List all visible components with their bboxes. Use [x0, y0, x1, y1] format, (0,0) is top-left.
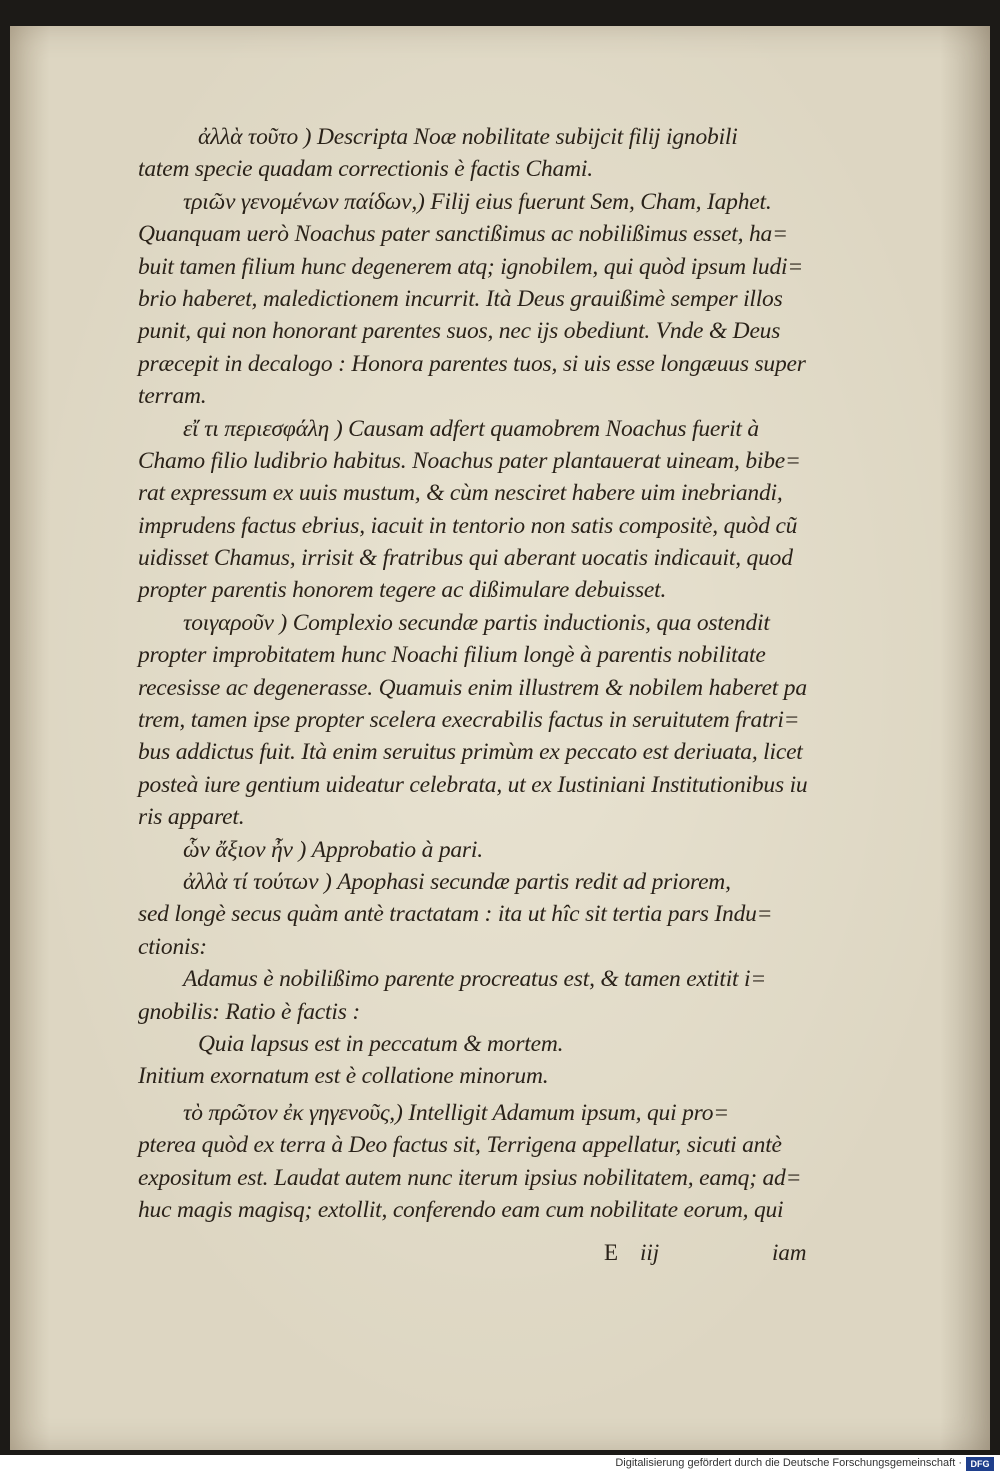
digitization-footer: [0, 1455, 1000, 1474]
text-line: Adamus è nobilißimo parente procreatus est, & tamen extitit i=: [183, 966, 767, 993]
text-line: τριῶν γενομένων παίδων,) Filij eius fuerunt Sem, Cham, Iaphet.: [183, 188, 772, 215]
text-line: τοιγαροῦν ) Complexio secundæ partis inductionis, qua ostendit: [183, 609, 770, 636]
text-line: recesisse ac degenerasse. Quamuis enim illustrem & nobilem haberet pa: [138, 674, 807, 701]
dfg-logo: DFG: [966, 1457, 994, 1471]
text-line: bus addictus fuit. Ità enim seruitus primùm ex peccato est deriuata, licet: [138, 739, 803, 766]
signature-mark: E: [604, 1240, 619, 1265]
text-line: tatem specie quadam correctionis è factis Chami.: [138, 156, 593, 183]
text-line: punit, qui non honorant parentes suos, nec ijs obediunt. Vnde & Deus: [138, 318, 781, 345]
text-line: terram.: [138, 383, 207, 410]
text-line: Quia lapsus est in peccatum & mortem.: [198, 1030, 564, 1057]
text-line: sed longè secus quàm antè tractatam : ita ut hîc sit tertia pars Indu=: [138, 901, 773, 928]
text-line: propter improbitatem hunc Noachi filium longè à parentis nobilitate: [138, 642, 766, 669]
text-line: Initium exornatum est è collatione minorum.: [138, 1063, 549, 1090]
book-page: [10, 26, 990, 1450]
text-line: huc magis magisq; extollit, conferendo eam cum nobilitate eorum, qui: [138, 1196, 784, 1223]
text-line: rat expressum ex uuis mustum, & cùm nesciret habere uim inebriandi,: [138, 480, 783, 507]
catchword: iam: [772, 1240, 807, 1265]
text-line: ctionis:: [138, 933, 207, 960]
text-line: uidisset Chamus, irrisit & fratribus qui aberant uocatis indicauit, quod: [138, 545, 793, 572]
text-line: εἴ τι περιεσφάλη ) Causam adfert quamobrem Noachus fuerit à: [183, 415, 759, 442]
text-line: gnobilis: Ratio è factis :: [138, 998, 360, 1025]
text-line: ἀλλὰ τοῦτο ) Descripta Noæ nobilitate subijcit filij ignobili: [198, 124, 738, 150]
text-line: posteà iure gentium uideatur celebrata, ut ex Iustiniani Institutionibus iu: [138, 771, 808, 798]
folio-number: iij: [640, 1240, 660, 1265]
text-line: pterea quòd ex terra à Deo factus sit, Terrigena appellatur, sicuti antè: [138, 1132, 782, 1159]
text-line: brio haberet, maledictionem incurrit. Ità Deus grauißimè semper illos: [138, 285, 783, 312]
text-line: buit tamen filium hunc degenerem atq; ignobilem, qui quòd ipsum ludi=: [138, 253, 803, 280]
page-footer-line: [0, 1240, 1000, 1274]
funding-notice: Digitalisierung gefördert durch die Deutsche Forschungsgemeinschaft ·: [615, 1457, 962, 1469]
text-line: expositum est. Laudat autem nunc iterum ipsius nobilitatem, eamq; ad=: [138, 1164, 802, 1191]
text-line: propter parentis honorem tegere ac dißimulare debuisset.: [138, 577, 667, 604]
text-line: ἀλλὰ τί τούτων ) Apophasi secundæ partis redit ad priorem,: [183, 868, 731, 895]
text-line: ὧν ἄξιον ἦν ) Approbatio à pari.: [183, 836, 483, 863]
text-line: præcepit in decalogo : Honora parentes tuos, si uis esse longæuus super: [138, 350, 806, 377]
text-line: imprudens factus ebrius, iacuit in tentorio non satis compositè, quòd cũ: [138, 512, 798, 539]
text-line: Chamo filio ludibrio habitus. Noachus pater plantauerat uineam, bibe=: [138, 447, 801, 474]
text-line: ris apparet.: [138, 804, 245, 831]
text-line: τὸ πρῶτον ἐκ γηγενοῦς,) Intelligit Adamum ipsum, qui pro=: [183, 1099, 729, 1126]
page-text: [138, 121, 858, 1226]
text-line: trem, tamen ipse propter scelera execrabilis factus in seruitutem fratri=: [138, 707, 800, 734]
text-line: Quanquam uerò Noachus pater sanctißimus ac nobilißimus esset, ha=: [138, 221, 788, 248]
